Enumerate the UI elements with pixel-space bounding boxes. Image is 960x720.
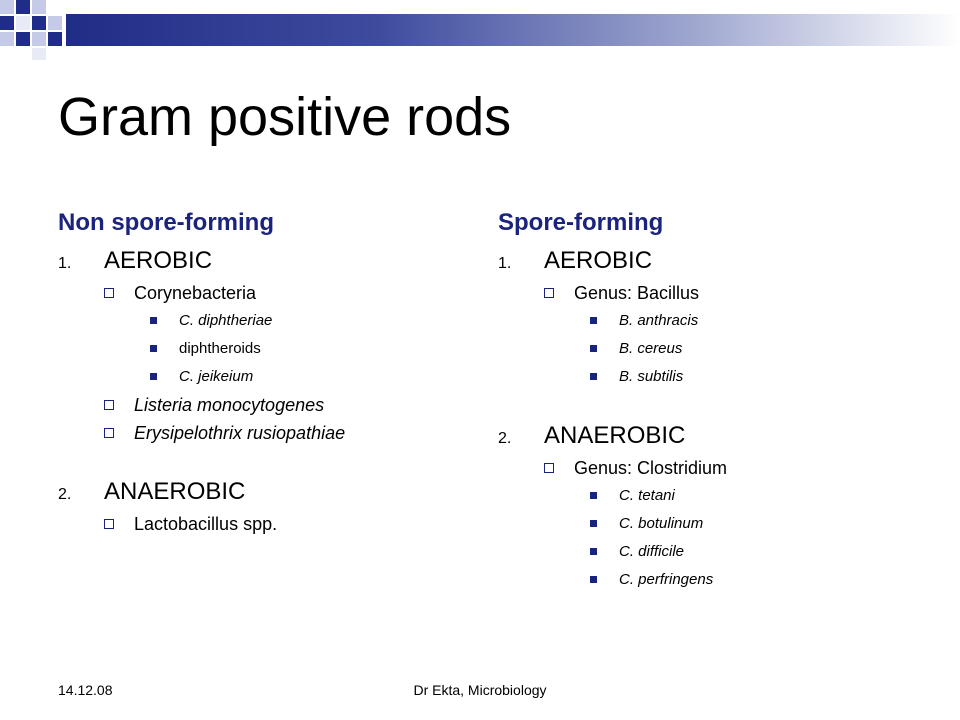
square-bullet-icon: [104, 519, 114, 529]
section-heading: [58, 477, 478, 510]
list-item-label: Genus: Bacillus: [574, 283, 700, 303]
list-item: [544, 454, 918, 482]
section-number: 1.: [498, 255, 512, 272]
sub-list-item-label: B. subtilis: [619, 368, 684, 385]
section-label: ANAEROBIC: [104, 478, 246, 505]
sub-list-item: [590, 363, 918, 391]
deco-square: [48, 16, 62, 30]
section: [58, 477, 478, 538]
section-heading: [498, 246, 918, 279]
filled-square-bullet-icon: [590, 576, 597, 583]
header-gradient-bar: [66, 14, 960, 46]
list-item-label: Corynebacteria: [134, 283, 257, 303]
footer-presenter: Dr Ekta, Microbiology: [413, 682, 547, 698]
deco-square: [48, 32, 62, 46]
section-number: 2.: [58, 486, 72, 503]
deco-square: [0, 32, 14, 46]
filled-square-bullet-icon: [150, 373, 157, 380]
list-item-label: Lactobacillus spp.: [134, 514, 278, 534]
deco-square: [32, 0, 46, 14]
header-decoration: [0, 0, 960, 60]
sub-list-item-label: C. jeikeium: [179, 368, 254, 385]
list-item: [544, 279, 918, 307]
deco-square: [16, 0, 30, 14]
filled-square-bullet-icon: [590, 317, 597, 324]
deco-square: [0, 16, 14, 30]
deco-square: [32, 16, 46, 30]
filled-square-bullet-icon: [590, 492, 597, 499]
filled-square-bullet-icon: [150, 317, 157, 324]
filled-square-bullet-icon: [590, 345, 597, 352]
sub-list-item: [590, 566, 918, 594]
footer-date: 14.12.08: [58, 682, 113, 698]
deco-square: [16, 16, 30, 30]
deco-square: [32, 48, 46, 60]
slide-title: Gram positive rods: [58, 87, 512, 147]
sub-list-item: [590, 538, 918, 566]
left-column-heading: Non spore-forming: [58, 209, 274, 236]
left-column: [58, 208, 478, 538]
sub-list-item-label: C. diphtheriae: [179, 312, 273, 329]
section: [58, 246, 478, 447]
filled-square-bullet-icon: [590, 373, 597, 380]
section-heading: [58, 246, 478, 279]
sub-list-item-label: B. cereus: [619, 340, 683, 357]
section-label: AEROBIC: [544, 247, 653, 274]
deco-square: [32, 32, 46, 46]
right-column-heading: Spore-forming: [498, 209, 664, 236]
section-heading: [498, 421, 918, 454]
square-bullet-icon: [104, 428, 114, 438]
square-bullet-icon: [544, 288, 554, 298]
section-label: AEROBIC: [104, 247, 213, 274]
square-bullet-icon: [104, 288, 114, 298]
sub-list-item: [150, 363, 478, 391]
deco-square: [0, 0, 14, 14]
sub-list-item: [590, 510, 918, 538]
filled-square-bullet-icon: [590, 548, 597, 555]
square-bullet-icon: [544, 463, 554, 473]
section-spacer: [498, 391, 918, 421]
section-number: 2.: [498, 430, 512, 447]
list-item: [104, 279, 478, 307]
list-item: [104, 419, 478, 447]
sub-list-item: [150, 307, 478, 335]
sub-list-item-label: B. anthracis: [619, 312, 699, 329]
section: [498, 246, 918, 391]
sub-list-item-label: C. difficile: [619, 543, 685, 560]
section-number: 1.: [58, 255, 72, 272]
list-item-label: Genus: Clostridium: [574, 458, 728, 478]
square-bullet-icon: [104, 400, 114, 410]
list-item: [104, 391, 478, 419]
filled-square-bullet-icon: [150, 345, 157, 352]
section: [498, 421, 918, 594]
sub-list-item: [590, 307, 918, 335]
sub-list-item-label: C. perfringens: [619, 571, 714, 588]
filled-square-bullet-icon: [590, 520, 597, 527]
sub-list-item: [590, 335, 918, 363]
list-item-label: Listeria monocytogenes: [134, 395, 325, 415]
right-column: [498, 208, 918, 594]
sub-list-item-label: C. tetani: [619, 487, 675, 504]
section-label: ANAEROBIC: [544, 422, 686, 449]
sub-list-item-label: diphtheroids: [179, 340, 261, 357]
list-item-label: Erysipelothrix rusiopathiae: [134, 423, 346, 443]
list-item: [104, 510, 478, 538]
section-spacer: [58, 447, 478, 477]
deco-square: [16, 32, 30, 46]
sub-list-item: [590, 482, 918, 510]
sub-list-item: [150, 335, 478, 363]
sub-list-item-label: C. botulinum: [619, 515, 704, 532]
